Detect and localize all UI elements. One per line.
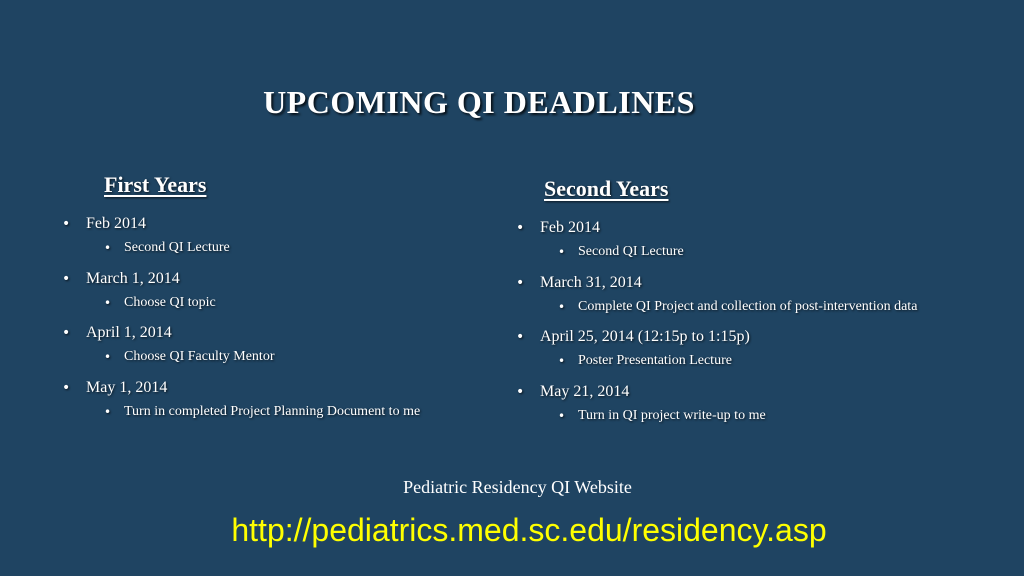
deadline-task: Turn in QI project write-up to me: [578, 407, 766, 423]
bullet-icon: •: [62, 325, 71, 341]
bullet-icon: •: [558, 408, 566, 423]
bullet-icon: •: [104, 295, 112, 310]
deadline-task: Turn in completed Project Planning Document to me: [124, 403, 421, 419]
bullet-icon: •: [104, 404, 112, 419]
deadline-task: Poster Presentation Lecture: [578, 353, 732, 368]
bullet-icon: •: [62, 270, 71, 287]
deadline-date: April 25, 2014 (12:15p to 1:15p): [540, 328, 750, 345]
deadline-date: Feb 2014: [86, 215, 146, 232]
bullet-icon: •: [558, 245, 566, 259]
bullet-icon: •: [516, 329, 525, 345]
deadline-date: May 1, 2014: [86, 378, 168, 396]
deadline-task: Choose QI topic: [124, 294, 216, 310]
deadline-task: Complete QI Project and collection of post-intervention data: [578, 298, 918, 314]
deadline-date: March 31, 2014: [540, 273, 642, 291]
deadline-task: Second QI Lecture: [124, 240, 230, 255]
deadline-date: Feb 2014: [540, 219, 600, 236]
bullet-icon: •: [558, 354, 566, 368]
deadline-task: Choose QI Faculty Mentor: [124, 349, 275, 364]
website-label: Pediatric Residency QI Website: [403, 477, 632, 497]
slide-title: UPCOMING QI DEADLINES: [263, 84, 695, 120]
second-years-heading: Second Years: [544, 176, 669, 201]
deadline-task: Second QI Lecture: [578, 244, 684, 259]
deadline-date: May 21, 2014: [540, 382, 630, 400]
first-years-heading: First Years: [104, 172, 207, 197]
bullet-icon: •: [516, 220, 525, 236]
deadline-date: April 1, 2014: [86, 324, 172, 341]
bullet-icon: •: [104, 241, 112, 255]
bullet-icon: •: [558, 299, 566, 314]
bullet-icon: •: [516, 274, 525, 291]
website-link[interactable]: http://pediatrics.med.sc.edu/residency.asp: [231, 512, 827, 548]
bullet-icon: •: [62, 379, 71, 396]
bullet-icon: •: [104, 350, 112, 364]
deadline-date: March 1, 2014: [86, 269, 180, 287]
bullet-icon: •: [516, 383, 525, 400]
bullet-icon: •: [62, 216, 71, 232]
